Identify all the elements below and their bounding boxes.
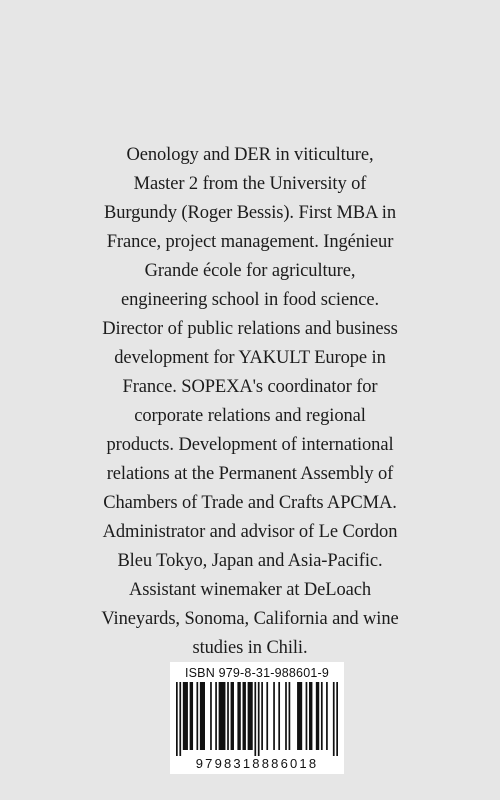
barcode-bar [176,682,178,756]
ean-digits: 9798318886018 [195,756,319,771]
barcode-bar [237,682,240,750]
bio-line: Vineyards, Sonoma, California and wine [101,609,399,629]
barcode-bars-icon [176,682,338,756]
bio-line: studies in Chili. [192,638,308,658]
bio-line: France, project management. Ingénieur [106,232,394,252]
bio-line: Bleu Tokyo, Japan and Asia-Pacific. [117,551,383,571]
bio-line: Director of public relations and business [102,319,398,339]
barcode-bar [309,682,312,750]
barcode-bar [336,682,338,756]
bio-line: Grande école for agriculture, [144,261,356,281]
barcode-bar [261,682,263,750]
barcode-bar [196,682,198,750]
bio-line: Administrator and advisor of Le Cordon [102,522,398,542]
barcode-bar [210,682,212,750]
barcode-bar [333,682,335,756]
barcode-bar [316,682,319,750]
bio-line: products. Development of international [106,435,394,455]
bio-line: Chambers of Trade and Crafts APCMA. [103,493,397,513]
bio-line: relations at the Permanent Assembly of [106,464,394,484]
barcode-bar [248,682,253,750]
barcode-bar [266,682,268,750]
barcode-bar [231,682,234,750]
barcode-bar [273,682,275,750]
barcode-bar [258,682,260,756]
barcode-bar [227,682,229,750]
barcode-bar [200,682,205,750]
barcode-bar [278,682,280,750]
bio-line: France. SOPEXA's coordinator for [122,377,378,397]
barcode-bar [219,682,226,750]
barcode-bar [326,682,328,750]
barcode-bar [215,682,217,750]
barcode-bar [306,682,308,750]
bio-line: engineering school in food science. [121,290,379,310]
isbn-label: ISBN 979-8-31-988601-9 [184,666,330,680]
bio-line: Master 2 from the University of [133,174,367,194]
barcode-bar [179,682,181,756]
barcode-bar [289,682,291,750]
barcode-bar [254,682,256,756]
bio-line: Assistant winemaker at DeLoach [128,580,372,600]
barcode-bar [183,682,188,750]
bio-line: development for YAKULT Europe in [114,348,386,368]
author-bio [70,141,430,663]
bio-line: Burgundy (Roger Bessis). First MBA in [104,203,396,223]
bio-line: Oenology and DER in viticulture, [126,145,374,165]
isbn-barcode [170,662,344,774]
barcode-bar [321,682,323,750]
barcode-bar [190,682,193,750]
barcode-bar [297,682,302,750]
bio-line: corporate relations and regional [134,406,366,426]
barcode-bar [243,682,246,750]
barcode-bar [285,682,287,750]
